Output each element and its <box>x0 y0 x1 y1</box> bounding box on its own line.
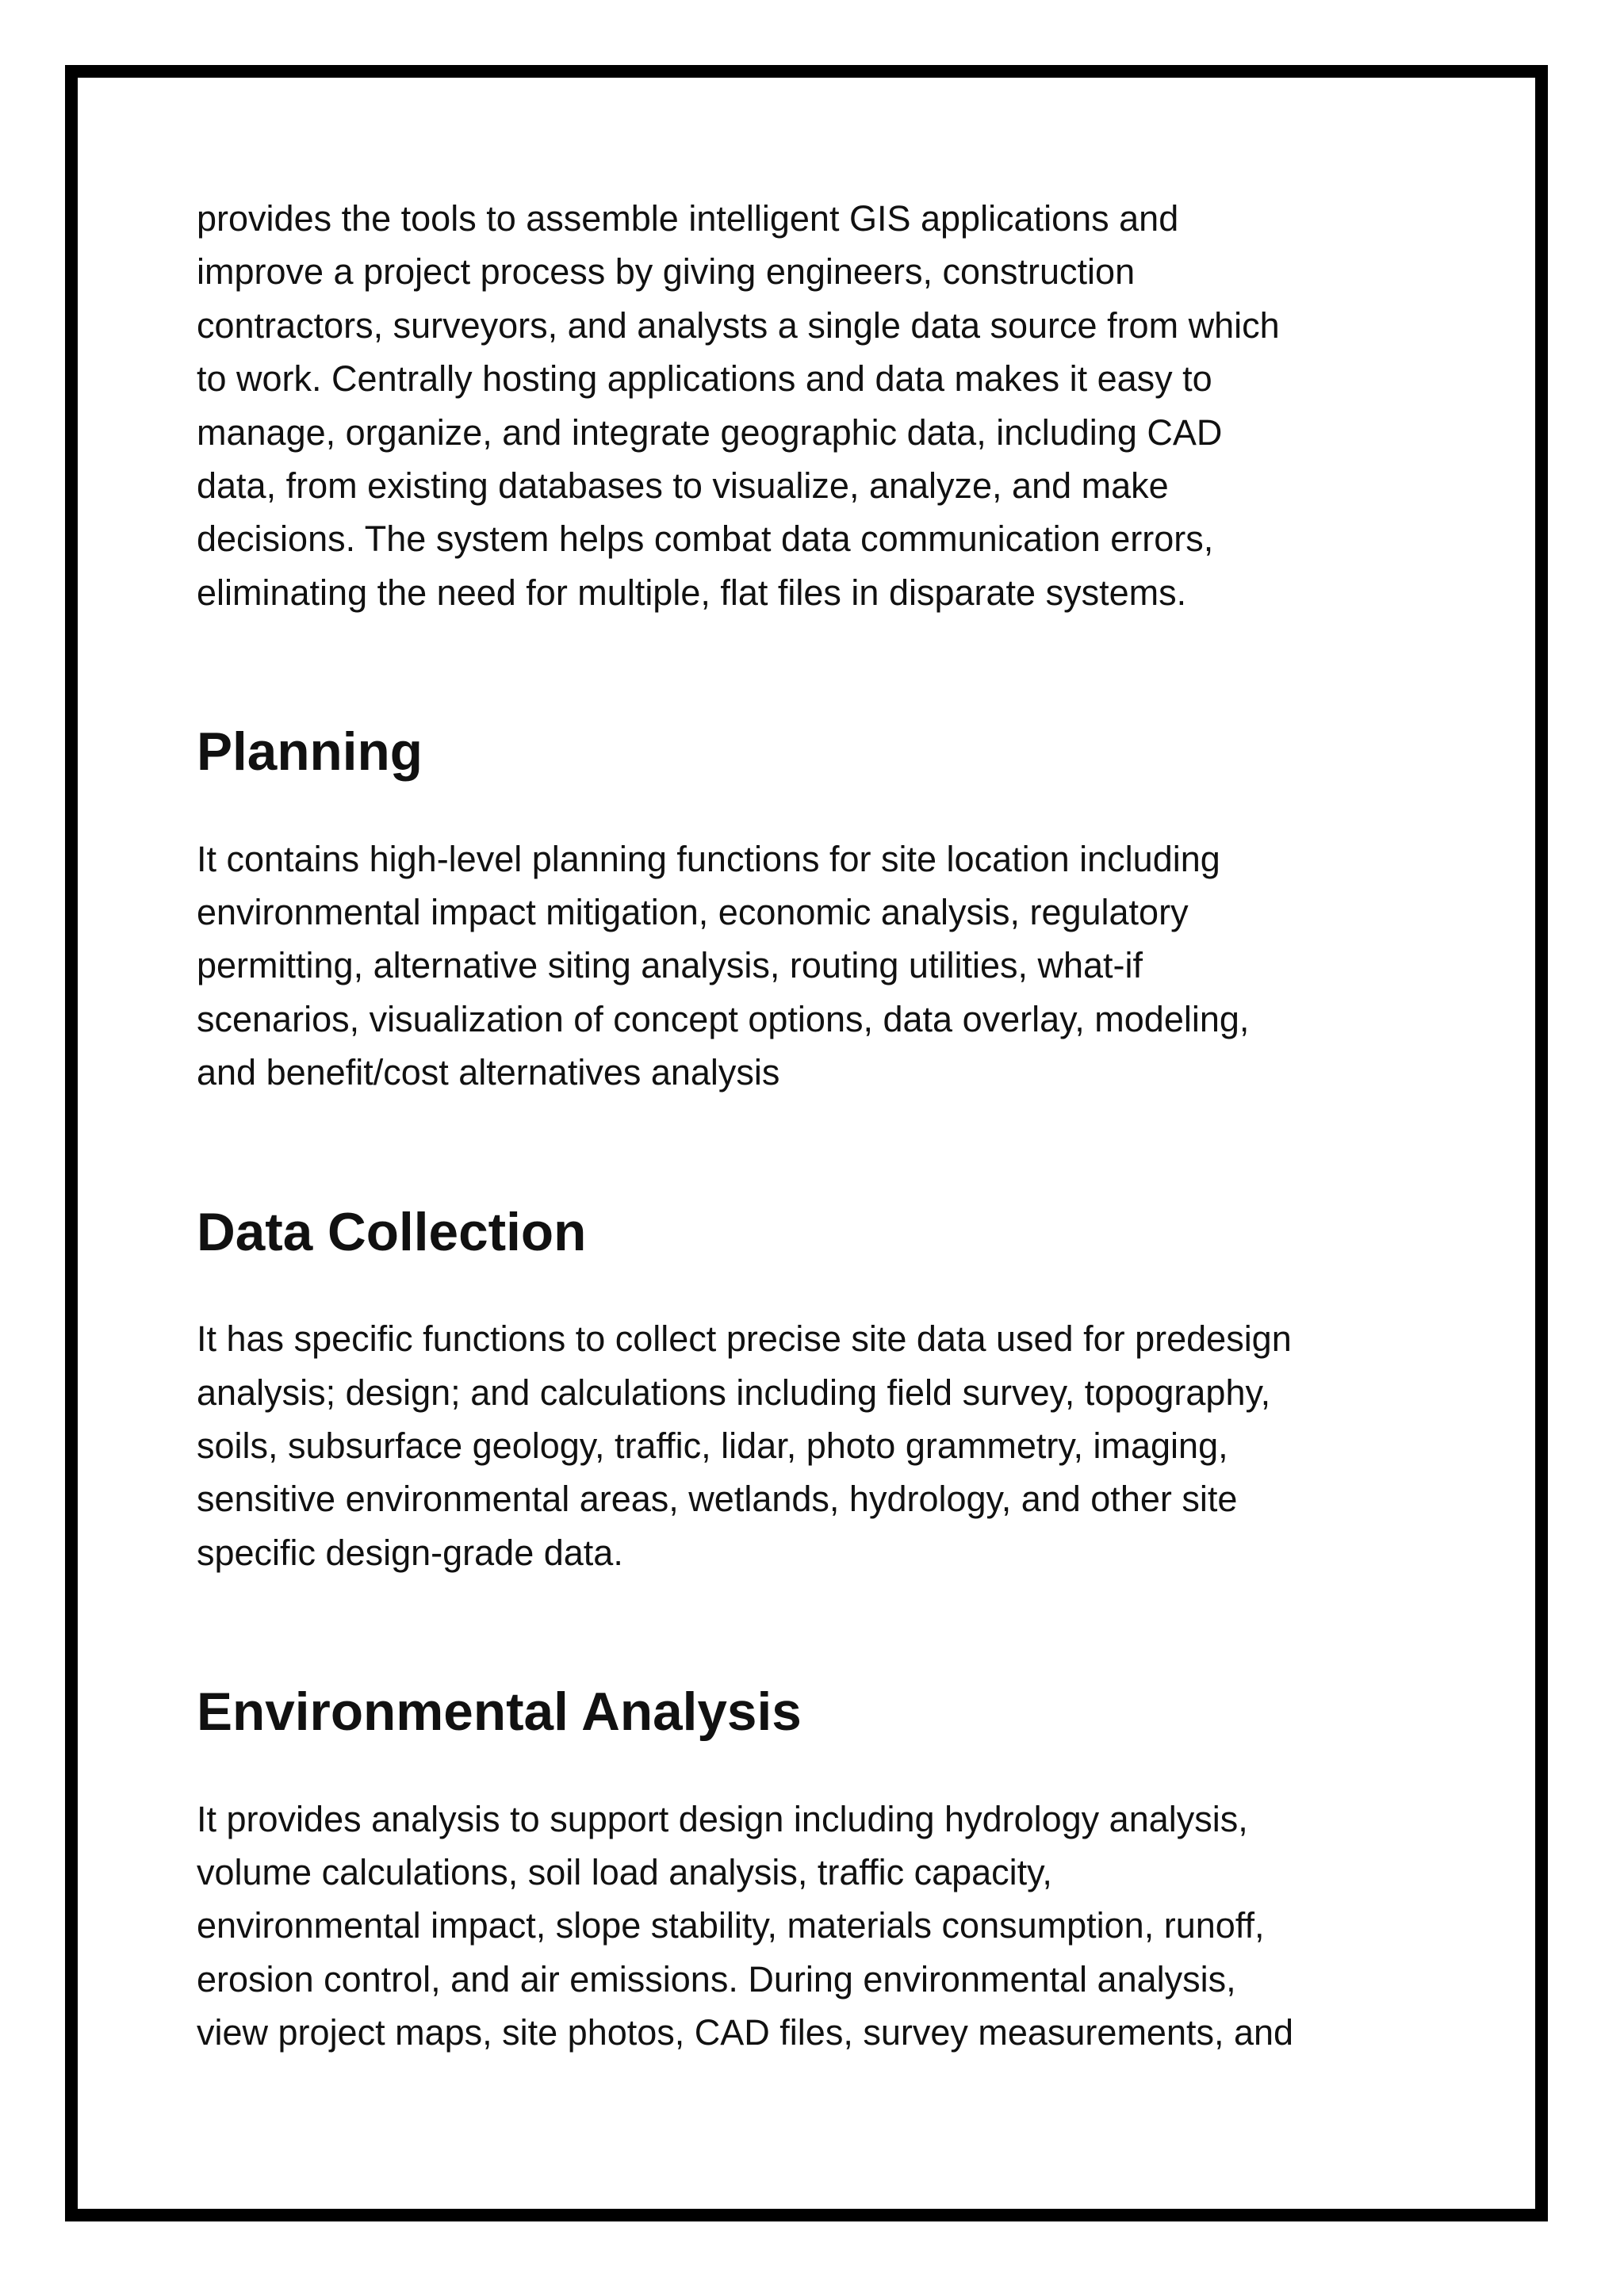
intro-paragraph <box>197 192 1450 619</box>
document-body <box>197 192 1450 2060</box>
data-collection-line-2: analysis; design; and calculations including field survey, topography, <box>197 1372 1271 1413</box>
environmental-analysis-line-2: volume calculations, soil load analysis, traffic capacity, <box>197 1851 1052 1892</box>
intro-line-7: decisions. The system helps combat data communication errors, <box>197 519 1214 560</box>
planning-paragraph <box>197 832 1450 1100</box>
intro-line-4: to work. Centrally hosting applications and data makes it easy to <box>197 358 1212 400</box>
planning-line-3: permitting, alternative siting analysis, routing utilities, what-if <box>197 945 1143 986</box>
section-heading-planning: Planning <box>197 722 423 783</box>
intro-line-5: manage, organize, and integrate geographic data, including CAD <box>197 411 1223 453</box>
section-heading-environmental-analysis: Environmental Analysis <box>197 1682 802 1743</box>
planning-line-5: and benefit/cost alternatives analysis <box>197 1052 780 1093</box>
section-heading-data-collection: Data Collection <box>197 1202 587 1262</box>
environmental-analysis-line-1: It provides analysis to support design including hydrology analysis, <box>197 1798 1248 1839</box>
planning-line-4: scenarios, visualization of concept options, data overlay, modeling, <box>197 998 1250 1039</box>
intro-line-2: improve a project process by giving engineers, construction <box>197 251 1136 293</box>
environmental-analysis-line-3: environmental impact, slope stability, materials consumption, runoff, <box>197 1905 1265 1946</box>
data-collection-line-3: soils, subsurface geology, traffic, lidar, photo grammetry, imaging, <box>197 1425 1228 1466</box>
data-collection-paragraph <box>197 1312 1450 1579</box>
intro-line-8: eliminating the need for multiple, flat files in disparate systems. <box>197 572 1187 613</box>
data-collection-line-5: specific design-grade data. <box>197 1532 623 1573</box>
environmental-analysis-line-4: erosion control, and air emissions. During environmental analysis, <box>197 1958 1236 1999</box>
planning-line-1: It contains high-level planning functions for site location including <box>197 838 1220 879</box>
intro-line-6: data, from existing databases to visualize, analyze, and make <box>197 465 1169 507</box>
planning-line-2: environmental impact mitigation, economic analysis, regulatory <box>197 892 1189 933</box>
environmental-analysis-paragraph <box>197 1793 1450 2060</box>
intro-line-1: provides the tools to assemble intelligent GIS applications and <box>197 198 1179 239</box>
data-collection-line-4: sensitive environmental areas, wetlands, hydrology, and other site <box>197 1479 1238 1520</box>
intro-line-3: contractors, surveyors, and analysts a single data source from which <box>197 304 1280 346</box>
environmental-analysis-line-5: view project maps, site photos, CAD files, survey measurements, and <box>197 2012 1294 2053</box>
data-collection-line-1: It has specific functions to collect precise site data used for predesign <box>197 1318 1292 1360</box>
